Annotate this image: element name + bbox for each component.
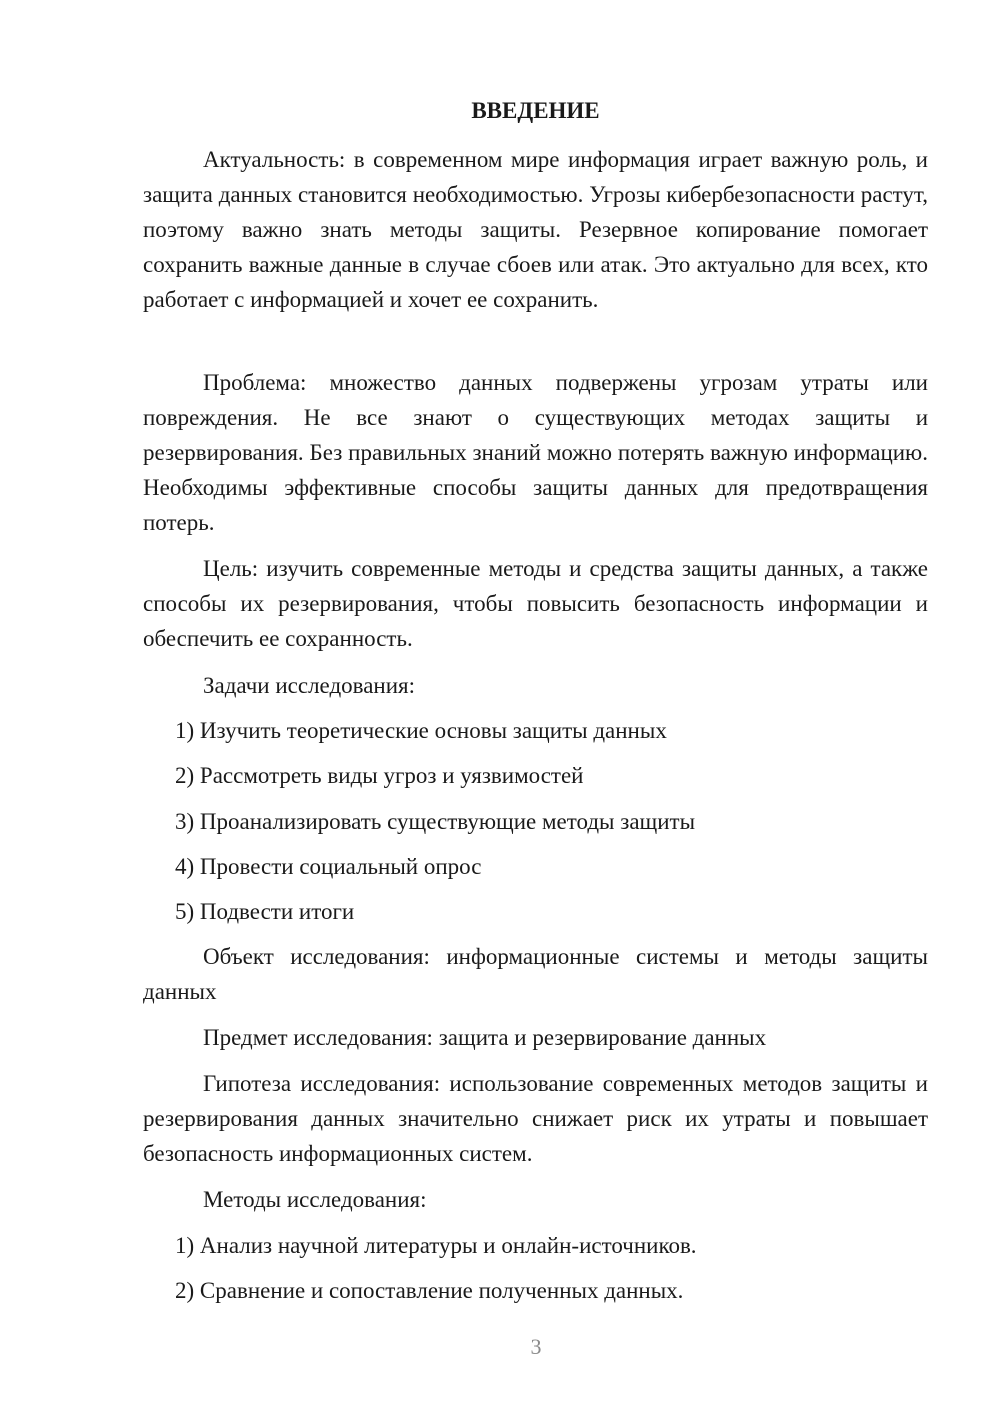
problem-paragraph: Проблема: множество данных подвержены угрозам утраты или повреждения. Не все знают о существующих методах защиты и резервирования. Без правильных знаний можно потерять важную информацию. Необходимы эффективные способы защиты данных для предотвращения потерь. — [143, 370, 928, 535]
page-title: ВВЕДЕНИЕ — [471, 98, 600, 123]
goal-paragraph: Цель: изучить современные методы и средства защиты данных, а также способы их резервирования, чтобы повысить безопасность информации и обеспечить ее сохранность. — [143, 556, 928, 651]
object-paragraph: Объект исследования: информационные системы и методы защиты данных — [143, 944, 928, 1004]
task-item: 4) Провести социальный опрос — [175, 854, 482, 879]
task-item: 2) Рассмотреть виды угроз и уязвимостей — [175, 763, 584, 788]
hypothesis-paragraph: Гипотеза исследования: использование современных методов защиты и резервирования данных значительно снижает риск их утраты и повышает безопасность информационных систем. — [143, 1071, 928, 1166]
subject-paragraph: Предмет исследования: защита и резервирование данных — [203, 1025, 767, 1050]
task-item: 1) Изучить теоретические основы защиты данных — [175, 718, 667, 743]
relevance-paragraph: Актуальность: в современном мире информация играет важную роль, и защита данных становится необходимостью. Угрозы кибербезопасности растут, поэтому важно знать методы защиты. Резервное копирование помогает сохранить важные данные в случае сбоев или атак. Это актуально для всех, кто работает с информацией и хочет ее сохранить. — [143, 147, 928, 312]
method-item: 2) Сравнение и сопоставление полученных данных. — [175, 1278, 684, 1303]
task-item: 5) Подвести итоги — [175, 899, 355, 924]
page-number: 3 — [530, 1334, 542, 1359]
method-item: 1) Анализ научной литературы и онлайн-источников. — [175, 1233, 697, 1258]
methods-heading: Методы исследования: — [203, 1187, 427, 1212]
task-item: 3) Проанализировать существующие методы защиты — [175, 809, 696, 834]
tasks-heading: Задачи исследования: — [203, 673, 416, 698]
